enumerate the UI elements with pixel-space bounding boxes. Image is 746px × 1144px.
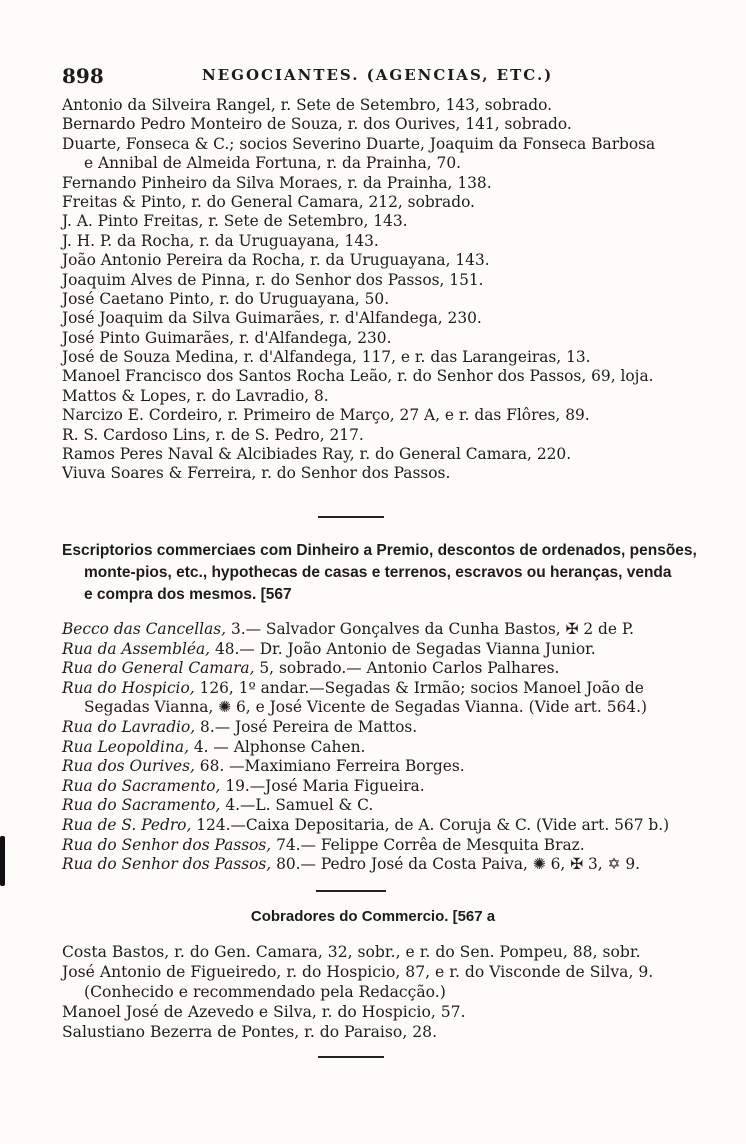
list-item: Manoel José de Azevedo e Silva, r. do Hospicio, 57. <box>62 1003 466 1021</box>
street-name: Rua do Sacramento, <box>62 796 221 815</box>
street-name: Becco das Cancellas, <box>62 620 227 638</box>
entry-text: 80.— Pedro José da Costa Paiva, ✺ 6, ✠ 3, ✡ 9. <box>271 855 641 874</box>
entry-text: 5, sobrado.— Antonio Carlos Palhares. <box>254 659 560 678</box>
list-item: Costa Bastos, r. do Gen. Camara, 32, sobr., e r. do Sen. Pompeu, 88, sobr. <box>62 943 641 961</box>
street-name: Rua da Assembléa, <box>62 639 211 658</box>
street-name: Rua do Senhor dos Passos, <box>62 835 272 854</box>
list-item: José de Souza Medina, r. d'Alfandega, 117, e r. das Larangeiras, 13. <box>62 348 591 367</box>
street-name: Rua de S. Pedro, <box>62 815 192 834</box>
street-name: Rua do Lavradio, <box>62 717 196 736</box>
running-title: NEGOCIANTES. (AGENCIAS, ETC.) <box>202 66 554 84</box>
list-item: J. H. P. da Rocha, r. da Uruguayana, 143. <box>62 231 379 250</box>
collector-list <box>62 942 712 1042</box>
list-item: José Joaquim da Silva Guimarães, r. d'Alfandega, 230. <box>62 309 482 328</box>
address-entry <box>62 777 712 797</box>
entry-text: Segadas Vianna, ✺ 6, e José Vicente de Segadas Vianna. (Vide art. 564.) <box>84 698 647 717</box>
page-header <box>62 64 682 88</box>
entry-text: 124.—Caixa Depositaria, de A. Coruja & C. (Vide art. 567 b.) <box>191 815 670 834</box>
heading-line: Escriptorios commerciaes com Dinheiro a Premio, descontos de ordenados, pensões, <box>62 542 697 559</box>
list-item: Viuva Soares & Ferreira, r. do Senhor dos Passos. <box>62 464 451 483</box>
entry-text: 3.— Salvador Gonçalves da Cunha Bastos, ✠ 2 de P. <box>226 620 635 638</box>
heading-line: monte-pios, etc., hypothecas de casas e terrenos, escravos ou heranças, venda <box>84 564 672 581</box>
entry-text: 4. — Alphonse Cahen. <box>188 737 366 756</box>
list-item: José Pinto Guimarães, r. d'Alfandega, 230. <box>62 328 392 347</box>
address-entry <box>62 816 712 836</box>
binding-margin-mark <box>0 836 5 886</box>
entry-text: 8.— José Pereira de Mattos. <box>195 717 418 736</box>
street-name: Rua do Sacramento, <box>62 776 221 795</box>
list-item: Duarte, Fonseca & C.; socios Severino Duarte, Joaquim da Fonseca Barbosa <box>62 134 656 153</box>
address-entry <box>62 718 712 738</box>
list-item: Salustiano Bezerra de Pontes, r. do Paraiso, 28. <box>62 1023 438 1041</box>
section-heading-cobradores: Cobradores do Commercio. [567 a <box>250 908 496 925</box>
list-item: Narcizo E. Cordeiro, r. Primeiro de Março, 27 A, e r. das Flôres, 89. <box>62 406 590 425</box>
list-item: José Antonio de Figueiredo, r. do Hospicio, 87, e r. do Visconde de Silva, 9. <box>62 963 654 981</box>
heading-line: e compra dos mesmos. [567 <box>84 586 292 603</box>
merchant-list <box>62 96 712 484</box>
address-entry <box>62 855 712 875</box>
list-item: Manoel Francisco dos Santos Rocha Leão, r. do Senhor dos Passos, 69, loja. <box>62 367 654 386</box>
address-entry <box>62 738 712 758</box>
list-item: Bernardo Pedro Monteiro de Souza, r. dos Ourives, 141, sobrado. <box>62 115 572 134</box>
list-item: Mattos & Lopes, r. do Lavradio, 8. <box>62 386 329 405</box>
list-item: J. A. Pinto Freitas, r. Sete de Setembro, 143. <box>62 212 408 231</box>
list-item: Fernando Pinheiro da Silva Moraes, r. da Prainha, 138. <box>62 173 492 192</box>
address-entry <box>62 698 712 718</box>
entry-text: 68. —Maximiano Ferreira Borges. <box>194 757 465 776</box>
list-item: Freitas & Pinto, r. do General Camara, 212, sobrado. <box>62 192 475 211</box>
street-name: Rua do Hospicio, <box>62 678 195 697</box>
entry-text: 4.—L. Samuel & C. <box>220 796 374 815</box>
list-item: Ramos Peres Naval & Alcibiades Ray, r. do General Camara, 220. <box>62 445 572 464</box>
page-number: 898 <box>62 64 104 88</box>
section-heading-escriptorios <box>62 540 712 606</box>
list-item: R. S. Cardoso Lins, r. de S. Pedro, 217. <box>62 425 364 444</box>
address-entry <box>62 620 712 640</box>
address-entry <box>62 640 712 660</box>
address-entry <box>62 679 712 699</box>
entry-text: 126, 1º andar.—Segadas & Irmão; socios Manoel João de <box>194 678 644 697</box>
list-item: (Conhecido e recommendado pela Redacção.) <box>84 983 446 1001</box>
address-entry <box>62 836 712 856</box>
entry-text: 48.— Dr. João Antonio de Segadas Vianna Junior. <box>210 639 596 658</box>
street-name: Rua do General Camara, <box>62 659 255 678</box>
list-item: Joaquim Alves de Pinna, r. do Senhor dos Passos, 151. <box>62 270 484 289</box>
section-divider <box>318 516 384 518</box>
list-item: Antonio da Silveira Rangel, r. Sete de Setembro, 143, sobrado. <box>62 96 553 114</box>
street-name: Rua do Senhor dos Passos, <box>62 855 272 874</box>
address-entry <box>62 796 712 816</box>
list-item: José Caetano Pinto, r. do Uruguayana, 50. <box>62 289 390 308</box>
section-divider <box>318 1056 384 1058</box>
list-item: João Antonio Pereira da Rocha, r. da Uruguayana, 143. <box>62 251 490 270</box>
section-divider <box>316 890 386 892</box>
street-name: Rua dos Ourives, <box>62 757 195 776</box>
address-entry <box>62 659 712 679</box>
entry-text: 74.— Felippe Corrêa de Mesquita Braz. <box>271 835 585 854</box>
address-list <box>62 620 712 875</box>
entry-text: 19.—José Maria Figueira. <box>220 776 425 795</box>
street-name: Rua Leopoldina, <box>62 737 189 756</box>
list-item: e Annibal de Almeida Fortuna, r. da Prainha, 70. <box>84 154 462 173</box>
address-entry <box>62 757 712 777</box>
